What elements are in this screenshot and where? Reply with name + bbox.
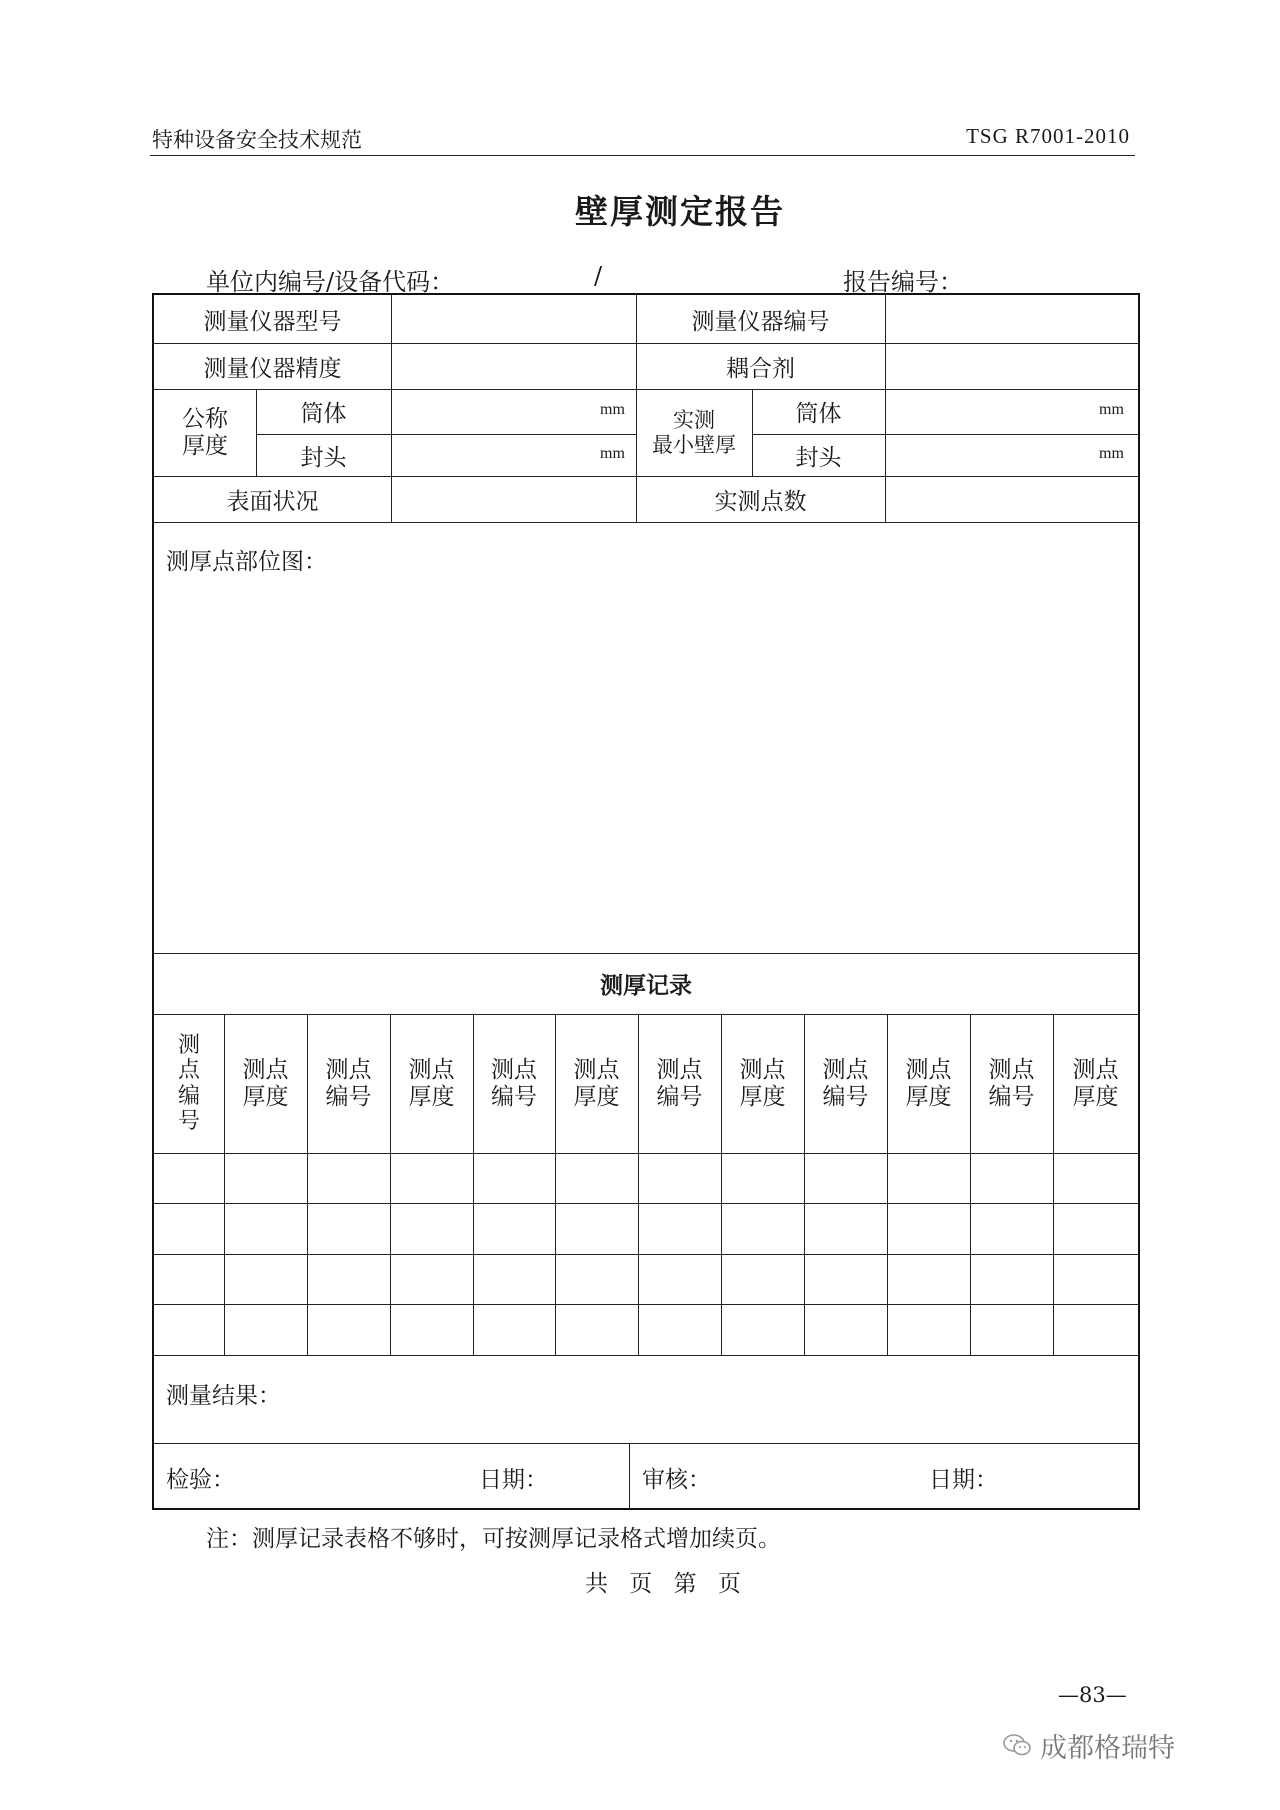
- col-header-thickness: 测点 厚度: [573, 1057, 620, 1110]
- col-header-thickness: 测点 厚度: [1072, 1057, 1119, 1110]
- result-label: 测量结果：: [166, 1383, 281, 1409]
- page-title: 壁厚测定报告: [575, 192, 785, 231]
- col-header-number: 测点 编号: [656, 1057, 703, 1110]
- col-header-thickness: 测点 厚度: [408, 1057, 455, 1110]
- row-line: [154, 1153, 1138, 1154]
- col-header-number: 测点 编号: [822, 1057, 869, 1110]
- instrument-model-label: 测量仪器型号: [203, 308, 342, 335]
- col-line: [885, 295, 886, 522]
- col-header-thickness: 测点 厚度: [242, 1057, 289, 1110]
- reviewer-date-label: 日期：: [929, 1467, 998, 1493]
- col-header-number: 测点 编号: [988, 1057, 1035, 1110]
- nominal-shell-unit: mm: [600, 401, 625, 418]
- row-line: [154, 1304, 1138, 1305]
- wechat-icon: [1002, 1732, 1032, 1758]
- nominal-thickness-label: 公称 厚度: [182, 406, 228, 459]
- inspector-date-label: 日期：: [479, 1467, 548, 1493]
- col-line: [629, 1443, 630, 1508]
- col-header-thickness: 测点 厚度: [739, 1057, 786, 1110]
- nominal-head-unit: mm: [600, 445, 625, 462]
- couplant-label: 耦合剂: [726, 355, 795, 382]
- nominal-shell-label: 筒体: [300, 401, 347, 427]
- reviewer-label: 审核：: [642, 1467, 711, 1493]
- instrument-precision-label: 测量仪器精度: [203, 355, 342, 382]
- report-number-label: 报告编号：: [843, 268, 963, 296]
- row-line: [154, 522, 1138, 523]
- footnote: 注：测厚记录表格不够时，可按测厚记录格式增加续页。: [206, 1526, 781, 1552]
- header-left: 特种设备安全技术规范: [152, 128, 362, 152]
- measured-shell-label: 筒体: [795, 401, 842, 427]
- header-right: TSG R7001-2010: [966, 124, 1130, 148]
- col-header-thickness: 测点 厚度: [905, 1057, 952, 1110]
- header-rule: [150, 155, 1135, 156]
- watermark: 成都格瑞特: [1040, 1733, 1175, 1764]
- row-line: [154, 1355, 1138, 1356]
- instrument-number-label: 测量仪器编号: [691, 308, 830, 335]
- page-number: —83—: [1058, 1683, 1127, 1707]
- row-line: [154, 1254, 1138, 1255]
- measured-head-unit: mm: [1099, 445, 1124, 462]
- inspector-label: 检验：: [166, 1467, 235, 1493]
- row-line: [154, 1203, 1138, 1204]
- col-header-point-number: 测 点 编 号: [177, 1032, 200, 1134]
- measured-points-label: 实测点数: [714, 488, 807, 515]
- page-count-line: 共 页 第 页: [585, 1571, 741, 1597]
- row-line: [154, 1443, 1138, 1444]
- measured-shell-unit: mm: [1099, 401, 1124, 418]
- unit-code-slash: /: [594, 262, 603, 290]
- surface-condition-label: 表面状况: [226, 488, 319, 515]
- col-line: [391, 295, 392, 522]
- col-header-number: 测点 编号: [325, 1057, 372, 1110]
- report-form: [152, 293, 1140, 1510]
- diagram-label: 测厚点部位图：: [166, 549, 327, 575]
- measured-min-thickness-label: 实测 最小壁厚: [652, 408, 736, 457]
- unit-code-label: 单位内编号/设备代码：: [206, 268, 455, 296]
- measured-head-label: 封头: [795, 444, 842, 471]
- col-header-number: 测点 编号: [491, 1057, 537, 1110]
- nominal-head-label: 封头: [300, 444, 347, 471]
- record-title: 测厚记录: [600, 973, 692, 999]
